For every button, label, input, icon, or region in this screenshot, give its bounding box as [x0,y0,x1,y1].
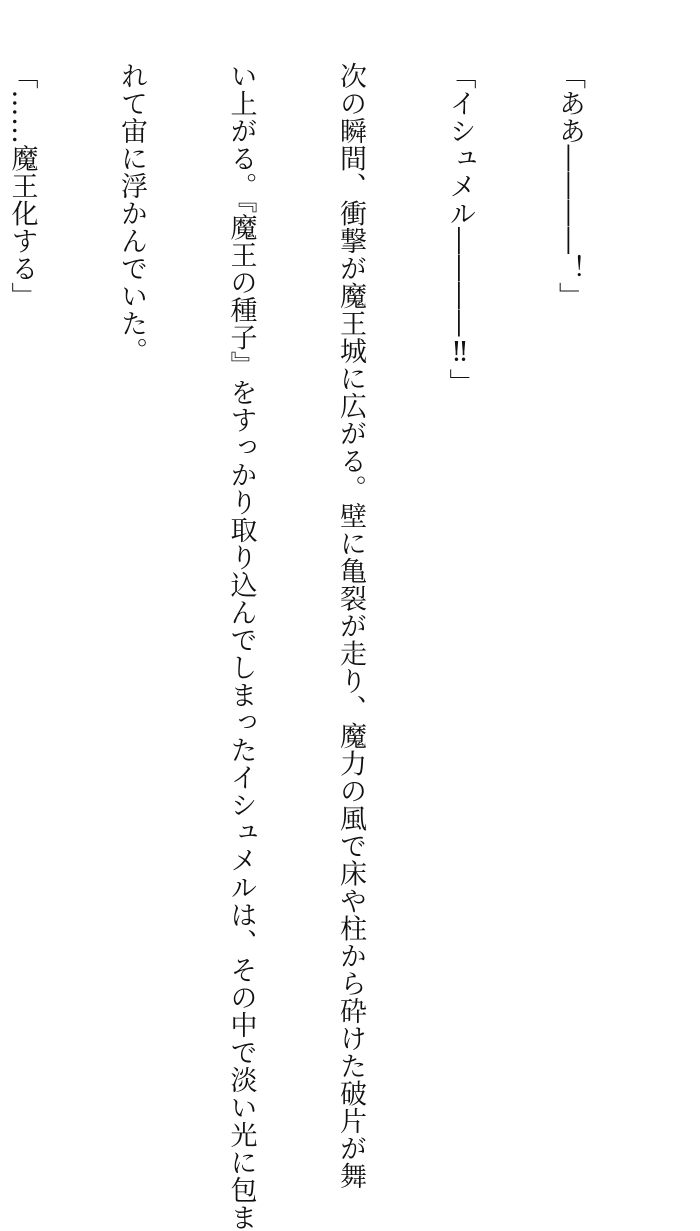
text-line: 次の瞬間、衝撃が魔王城に広がる。壁に亀裂が走り、魔力の風で床や柱から砕けた破片が舞 [335,62,366,1190]
vertical-text-body [0,62,660,1231]
text-line: い上がる。『魔王の種子』をすっかり取り込んでしまったイシュメルは、その中で淡い光に包ま [225,62,257,1231]
text-line: 「……魔王化する」 [6,62,38,310]
text-line: れて宙に浮かんでいた。 [116,62,147,365]
text-line: 「イシュメル――――‼」 [444,62,476,396]
text-line: 「ああ――――！」 [554,62,585,310]
